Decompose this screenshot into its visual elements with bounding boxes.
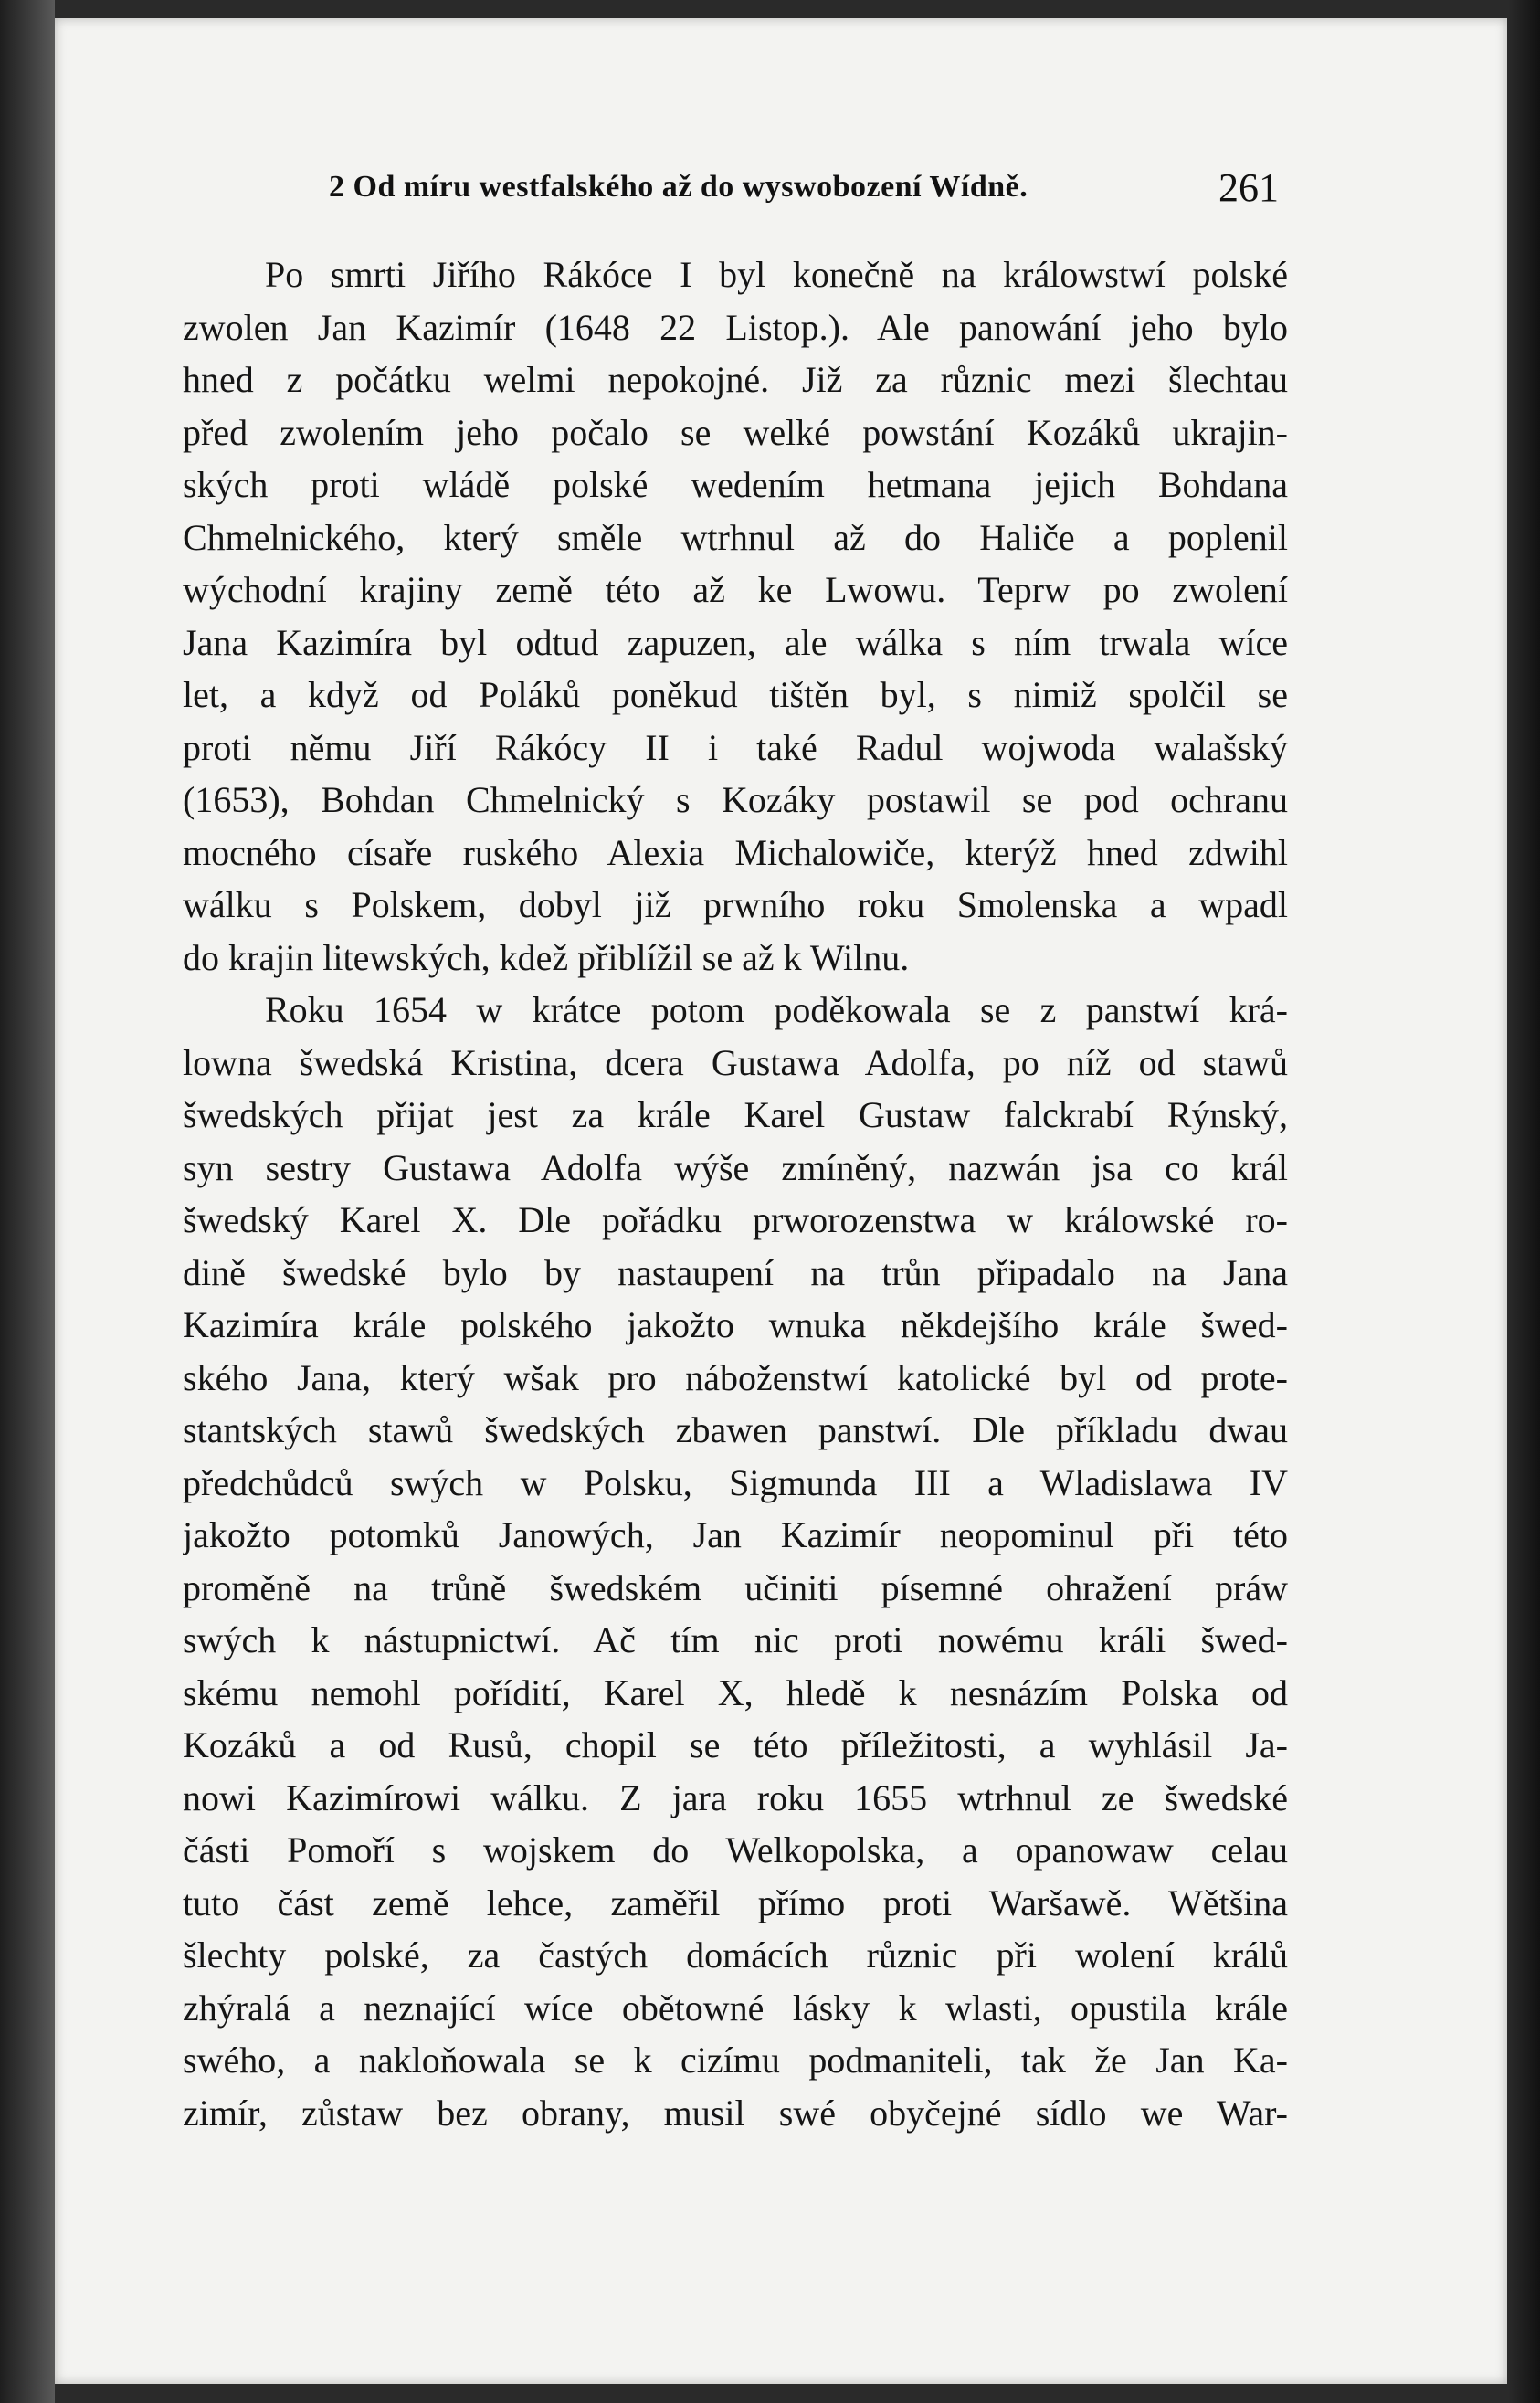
text-line: mocného císaře ruského Alexia Michalowiče, kterýž hned zdwihl [183,831,1288,873]
text-line: lowna šwedská Kristina, dcera Gustawa Adolfa, po níž od stawů [183,1041,1288,1083]
text-line: Chmelnického, který směle wtrhnul až do Haliče a poplenil [183,516,1288,558]
text-line: ského Jana, který wšak pro náboženstwí katolické byl od prote- [183,1356,1288,1398]
text-line: ských proti wládě polské wedením hetmana jejich Bohdana [183,464,1288,505]
text-line: šlechty polské, za častých domácích různic při wolení králů [183,1934,1288,1976]
scan-left-edge [0,0,55,2403]
text-line: Kozáků a od Rusů, chopil se této příležitosti, a wyhlásil Ja- [183,1724,1288,1765]
text-line: Po smrti Jiřího Rákóce I byl konečně na králowstwí polské [265,254,1288,295]
text-line: zwolen Jan Kazimír (1648 22 Listop.). Ale panowání jeho bylo [183,306,1288,348]
text-line: do krajin litewských, kdež přiblížil se až k Wilnu. [183,936,910,978]
body-text [183,248,1288,2139]
text-line: Kazimíra krále polského jakožto wnuka někdejšího krále šwed- [183,1304,1288,1345]
text-line: proměně na trůně šwedském učiniti písemné ohražení práw [183,1566,1288,1608]
text-line: šwedský Karel X. Dle pořádku prworozenstwa w králowské ro- [183,1199,1288,1240]
text-line: wýchodní krajiny země této až ke Lwowu. Teprw po zwolení [183,569,1288,610]
text-line: let, a když od Poláků poněkud tištěn byl, s nimiž spolčil se [183,674,1288,715]
text-line: šwedských přijat jest za krále Karel Gustaw falckrabí Rýnský, [183,1094,1288,1135]
running-header [329,161,1279,216]
text-line: části Pomoří s wojskem do Welkopolska, a opanowaw celau [183,1829,1288,1871]
text-line: dině šwedské bylo by nastaupení na trůn připadalo na Jana [183,1251,1288,1293]
text-line: zhýralá a neznající wíce obětowné lásky k wlasti, opustila krále [183,1987,1288,2029]
page-number: 261 [1218,165,1279,210]
text-line: proti němu Jiří Rákócy II i také Radul wojwoda walašský [183,726,1288,768]
scan-right-edge [1507,0,1540,2403]
text-line: Jana Kazimíra byl odtud zapuzen, ale wálka s ním trwala wíce [183,621,1288,663]
text-line: swého, a nakloňowala se k cizímu podmaniteli, tak že Jan Ka- [183,2039,1288,2081]
text-line: syn sestry Gustawa Adolfa wýše zmíněný, nazwán jsa co král [183,1146,1288,1188]
text-line: před zwolením jeho počalo se welké powstání Kozáků ukrajin- [183,411,1288,453]
text-line: zimír, zůstaw bez obrany, musil swé obyčejné sídlo we War- [183,2092,1288,2134]
text-line: wálku s Polskem, dobyl již prwního roku Smolenska a wpadl [183,884,1288,925]
text-line: (1653), Bohdan Chmelnický s Kozáky postawil se pod ochranu [183,779,1288,820]
header-title: 2 Od míru westfalského až do wyswobození Wídně. [329,170,1028,204]
text-line: předchůdců swých w Polsku, Sigmunda III a Wladislawa IV [183,1461,1288,1503]
text-line: jakožto potomků Janowých, Jan Kazimír neopominul při této [183,1514,1288,1555]
text-line: nowi Kazimírowi wálku. Z jara roku 1655 wtrhnul ze šwedské [183,1776,1288,1818]
text-line: hned z počátku welmi nepokojné. Již za různic mezi šlechtau [183,359,1288,400]
text-line: swých k nástupnictwí. Ač tím nic proti nowému králi šwed- [183,1619,1288,1660]
text-line: stantských stawů šwedských zbawen panstwí. Dle příkladu dwau [183,1409,1288,1450]
text-line: skému nemohl pořídití, Karel X, hledě k nesnázím Polska od [183,1671,1288,1713]
text-line: tuto část země lehce, zaměřil přímo proti Waršawě. Wětšina [183,1881,1288,1923]
text-line: Roku 1654 w krátce potom poděkowala se z panstwí krá- [265,989,1288,1030]
